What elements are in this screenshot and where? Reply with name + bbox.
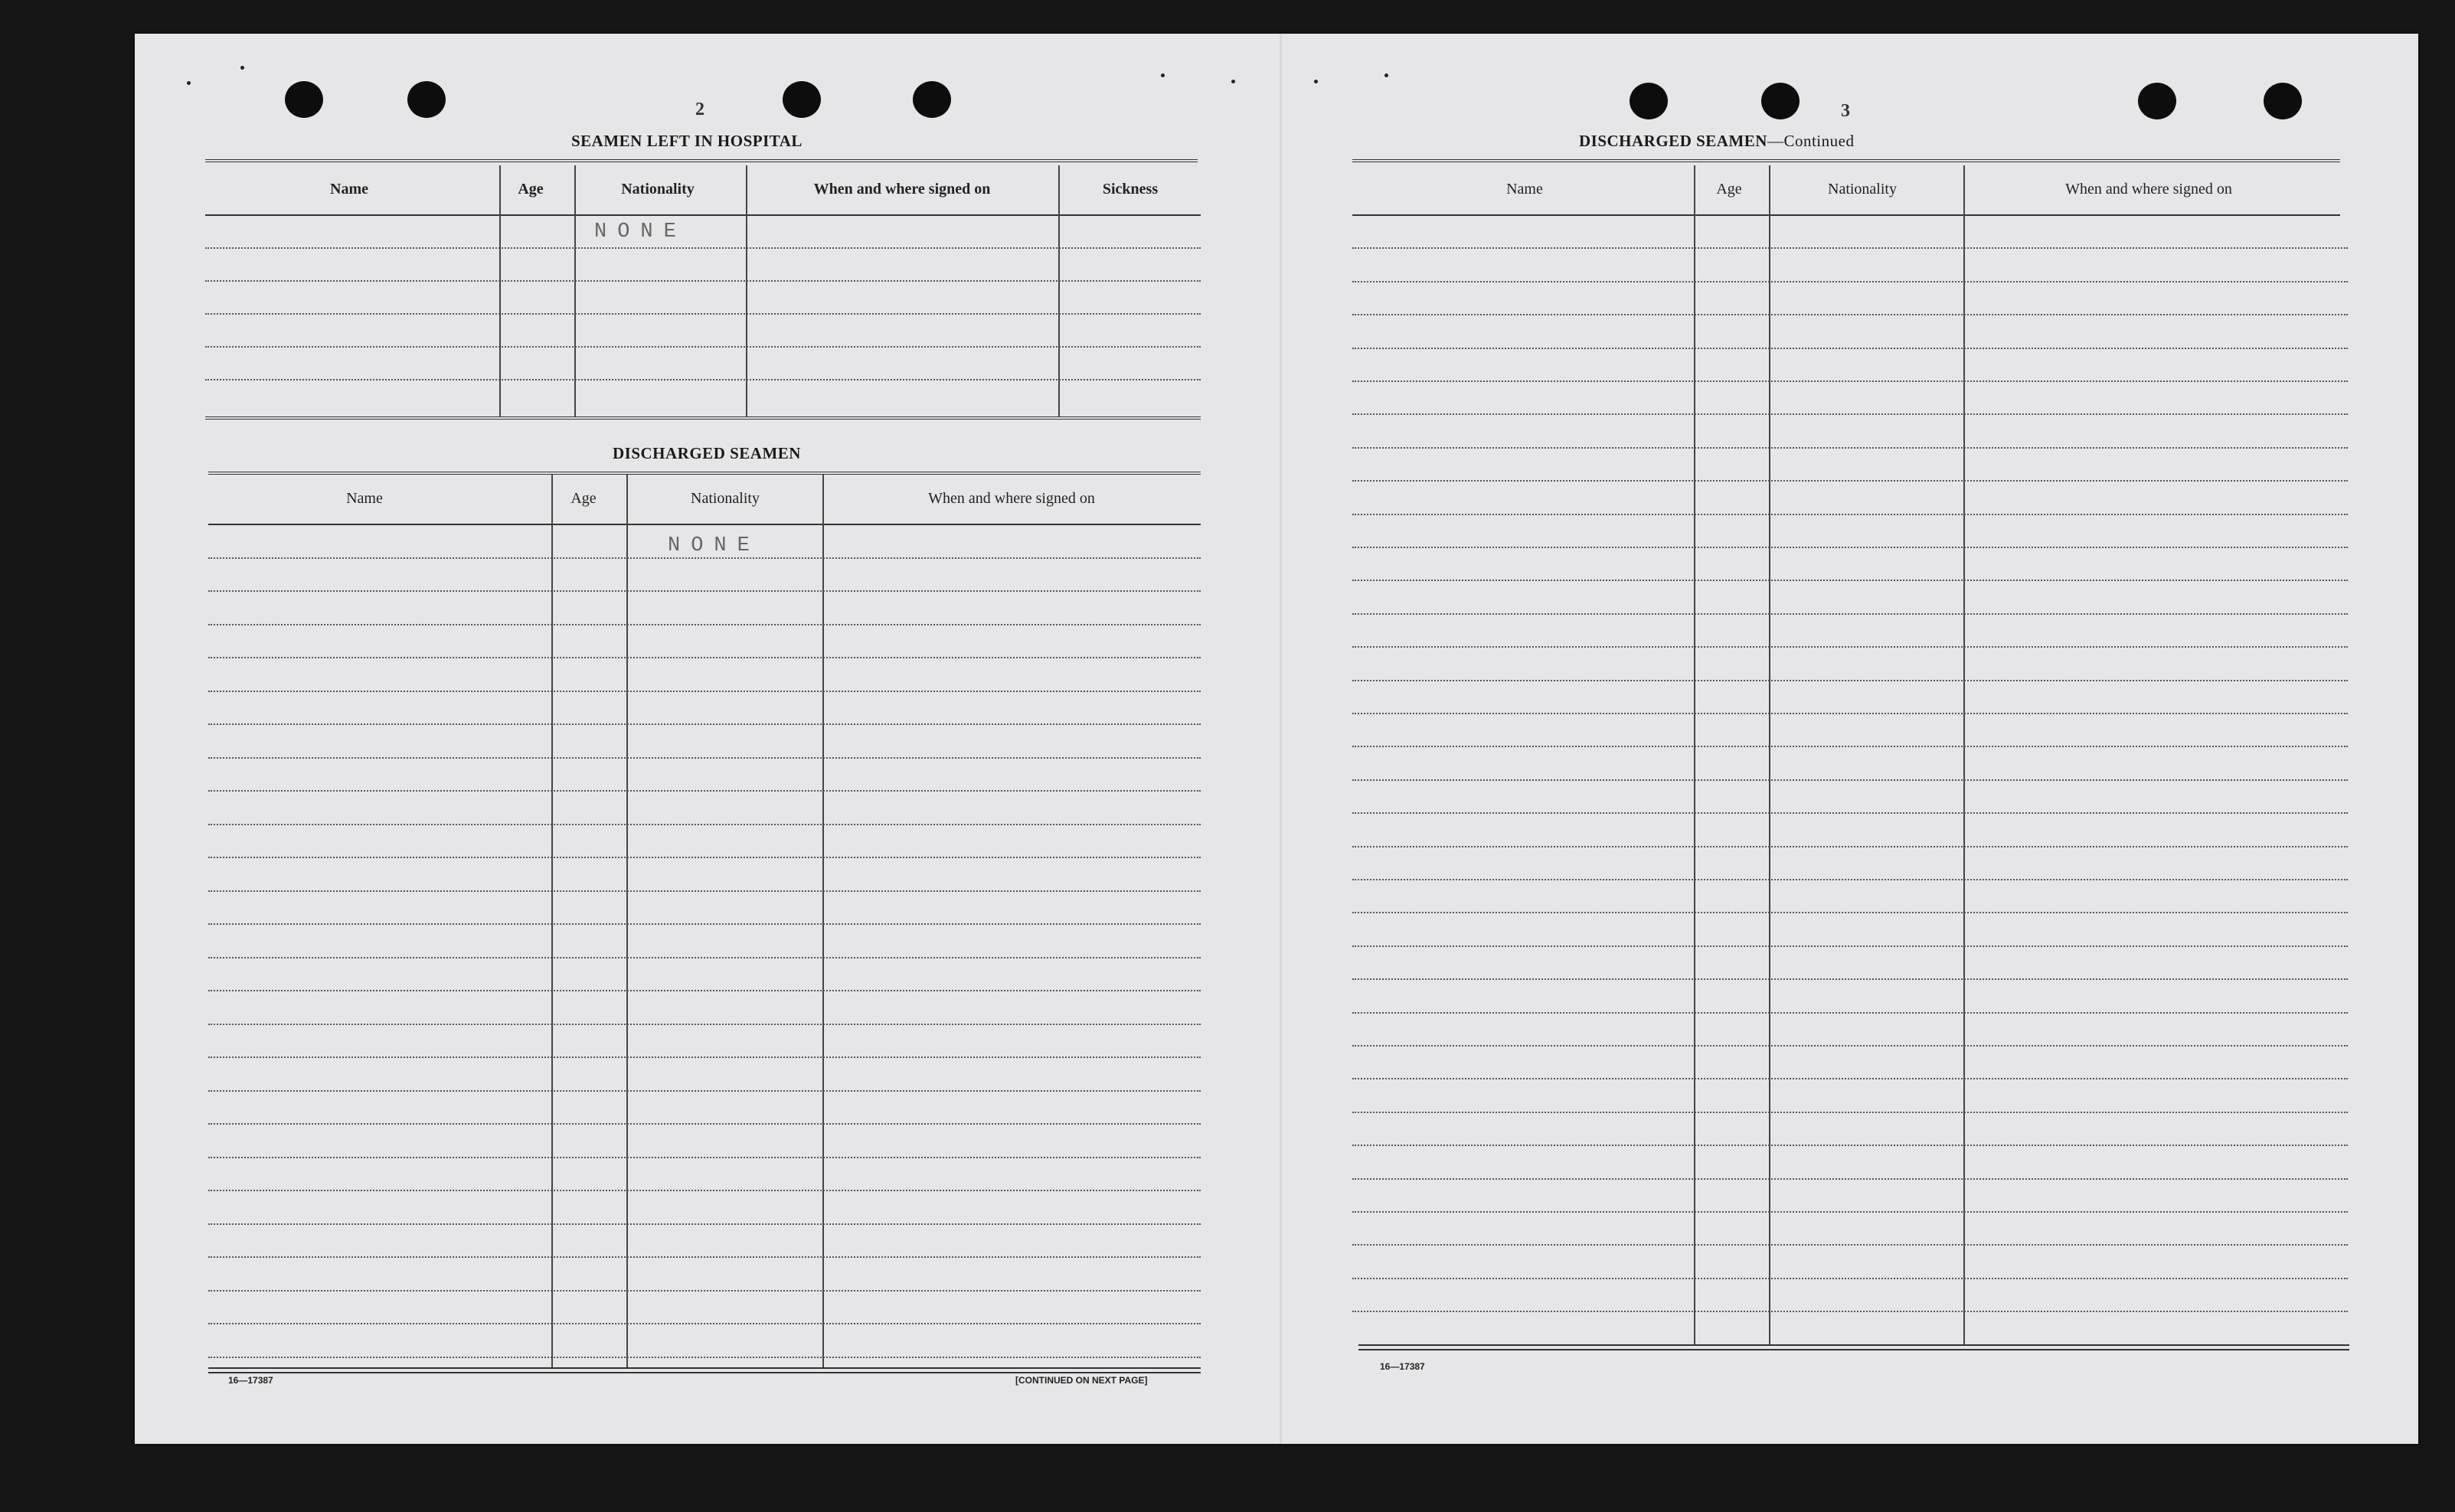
ruled-line: [205, 379, 1201, 380]
punch-hole: [2138, 83, 2176, 119]
ruled-line: [208, 790, 1201, 792]
column-header-name: Name: [346, 490, 383, 507]
ruled-line: [1352, 580, 2348, 581]
ruled-line: [205, 346, 1201, 348]
ruled-line: [208, 990, 1201, 991]
document-sheet: [135, 34, 2418, 1444]
typed-entry-none: NONE: [668, 534, 760, 557]
ruled-line: [208, 824, 1201, 825]
ruled-line: [208, 1323, 1201, 1324]
ruled-line: [208, 1357, 1201, 1358]
ruled-line: [208, 857, 1201, 858]
punch-hole: [1761, 83, 1800, 119]
ruled-line: [208, 1056, 1201, 1058]
ruled-line: [1352, 613, 2348, 615]
speck: [240, 66, 244, 70]
ruled-line: [1352, 879, 2348, 880]
ruled-line: [208, 1290, 1201, 1292]
page-number: 2: [695, 100, 704, 119]
column-header-signed-on: When and where signed on: [928, 490, 1095, 507]
punch-hole: [2264, 83, 2302, 119]
ruled-line: [1352, 978, 2348, 980]
ruled-line: [208, 657, 1201, 658]
table-bottom-rule: [1358, 1344, 2349, 1346]
header-rule: [205, 214, 1201, 216]
header-rule: [1352, 214, 2340, 216]
column-header-age: Age: [570, 490, 597, 507]
form-number: 16—17387: [1380, 1361, 1425, 1372]
ruled-line: [1352, 281, 2348, 282]
column-divider: [1769, 165, 1770, 1344]
ruled-line: [1352, 680, 2348, 681]
column-header-sickness: Sickness: [1102, 181, 1159, 198]
speck: [187, 81, 191, 85]
ruled-line: [1352, 812, 2348, 814]
ruled-line: [1352, 413, 2348, 415]
column-header-age: Age: [518, 181, 544, 198]
ruled-line: [1352, 1178, 2348, 1180]
ruled-line: [208, 1024, 1201, 1025]
ruled-line: [1352, 912, 2348, 913]
form-number: 16—17387: [228, 1375, 273, 1386]
column-divider: [551, 475, 553, 1367]
ruled-line: [208, 723, 1201, 725]
ruled-line: [208, 1256, 1201, 1258]
ruled-line: [205, 247, 1201, 249]
continued-note: [CONTINUED ON NEXT PAGE]: [1015, 1375, 1148, 1386]
ruled-line: [208, 923, 1201, 925]
ruled-line: [1352, 348, 2348, 349]
speck: [1384, 73, 1388, 77]
header-rule: [208, 524, 1201, 525]
ruled-line: [1352, 247, 2348, 249]
table-top-rule: [1352, 159, 2340, 164]
ruled-line: [205, 313, 1201, 315]
table-bottom-rule: [205, 416, 1201, 421]
speck: [1314, 80, 1318, 83]
column-header-signed-on: When and where signed on: [813, 181, 991, 198]
ruled-line: [1352, 1311, 2348, 1312]
ruled-line: [1352, 746, 2348, 747]
ruled-line: [208, 590, 1201, 592]
column-header-nationality: Nationality: [691, 490, 760, 507]
column-header-nationality: Nationality: [1828, 181, 1897, 198]
ruled-line: [1352, 846, 2348, 847]
ruled-line: [1352, 1145, 2348, 1146]
section-title-discharged: DISCHARGED SEAMEN: [613, 444, 801, 462]
ruled-line: [1352, 713, 2348, 714]
ruled-line: [1352, 1045, 2348, 1047]
table-top-rule: [205, 159, 1198, 164]
punch-hole: [1630, 83, 1668, 119]
ruled-line: [1352, 1211, 2348, 1213]
ruled-line: [1352, 1012, 2348, 1014]
column-header-age: Age: [1716, 181, 1742, 198]
punch-hole: [407, 81, 446, 118]
ruled-line: [1352, 1112, 2348, 1113]
ruled-line: [1352, 646, 2348, 648]
page-number: 3: [1841, 101, 1850, 121]
ruled-line: [208, 890, 1201, 892]
table-bottom-rule: [208, 1372, 1201, 1373]
punch-hole: [285, 81, 323, 118]
ruled-line: [1352, 1078, 2348, 1079]
ruled-line: [208, 624, 1201, 625]
column-divider: [1963, 165, 1965, 1344]
ruled-line: [208, 1157, 1201, 1158]
column-header-name: Name: [1506, 181, 1543, 198]
ruled-line: [1352, 514, 2348, 515]
ruled-line: [1352, 480, 2348, 482]
column-divider: [626, 475, 628, 1367]
table-bottom-rule: [208, 1367, 1201, 1369]
column-header-nationality: Nationality: [621, 181, 695, 198]
section-title-discharged-continued: [1579, 132, 1854, 151]
ruled-line: [208, 1123, 1201, 1125]
speck: [1161, 73, 1165, 77]
ruled-line: [208, 757, 1201, 759]
ruled-line: [1352, 779, 2348, 781]
ruled-line: [1352, 945, 2348, 947]
column-divider: [1694, 165, 1695, 1344]
ruled-line: [208, 691, 1201, 692]
section-title-hospital: SEAMEN LEFT IN HOSPITAL: [571, 132, 803, 150]
page-fold: [1280, 34, 1282, 1444]
ruled-line: [208, 1223, 1201, 1225]
ruled-line: [1352, 547, 2348, 548]
typed-entry-none: NONE: [594, 220, 687, 243]
ruled-line: [1352, 314, 2348, 315]
ruled-line: [1352, 1278, 2348, 1279]
column-header-signed-on: When and where signed on: [2065, 181, 2232, 198]
ruled-line: [208, 1190, 1201, 1191]
ruled-line: [208, 1090, 1201, 1092]
speck: [1231, 80, 1235, 83]
ruled-line: [205, 280, 1201, 282]
section-title-suffix: —Continued: [1767, 132, 1855, 150]
punch-hole: [913, 81, 951, 118]
table-top-rule: [208, 472, 1201, 476]
ruled-line: [1352, 447, 2348, 449]
ruled-line: [1352, 380, 2348, 382]
punch-hole: [783, 81, 821, 118]
column-header-name: Name: [330, 181, 368, 198]
ruled-line: [208, 557, 1201, 559]
table-bottom-rule: [1358, 1349, 2349, 1350]
column-divider: [822, 475, 824, 1367]
ruled-line: [1352, 1244, 2348, 1246]
section-title-text: DISCHARGED SEAMEN: [1579, 132, 1767, 150]
ruled-line: [208, 957, 1201, 958]
